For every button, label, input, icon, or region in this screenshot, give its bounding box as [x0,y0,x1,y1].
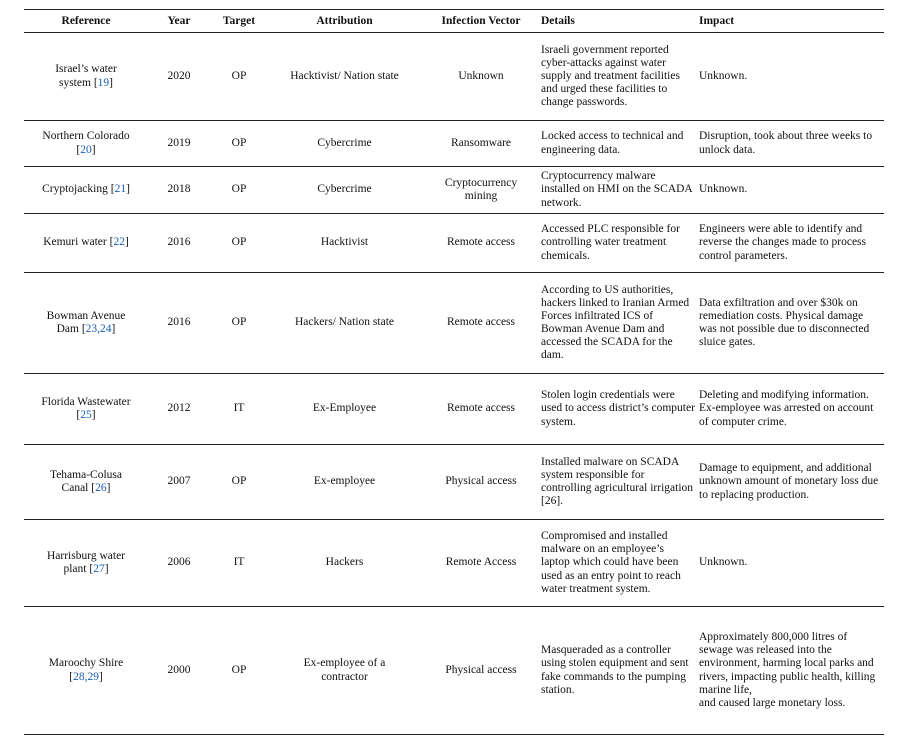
cell-details [541,607,699,735]
cell-year-text: 2020 [167,69,191,82]
cell-infection-vector-text: Remote Access [445,556,517,569]
cell-infection-vector [421,374,541,445]
table-row [24,33,884,121]
cell-impact [699,445,884,520]
cell-target [210,273,268,374]
cell-target [210,167,268,214]
cell-attribution [268,607,421,735]
citation-link[interactable]: 20 [80,143,92,156]
cell-target-text: IT [233,402,245,415]
cell-reference: Florida Wastewater [25] [24,374,148,445]
cell-impact-text: Deleting and modifying information. Ex-employee was arrested on account of computer crime. [699,389,874,428]
cell-attribution-text: Ex-Employee [312,402,377,415]
cell-impact-text: Unknown. [699,183,748,196]
cell-attribution [268,33,421,121]
cell-impact-text: Engineers were able to identify and reverse the changes made to process control parameters. [699,223,866,262]
table-row [24,121,884,167]
table-body [24,33,884,735]
header-target: Target [210,10,268,33]
cell-infection-vector [421,607,541,735]
citation-link[interactable]: 21 [114,183,127,196]
cell-infection-vector [421,445,541,520]
cell-year-text: 2016 [167,236,191,249]
cell-details [541,121,699,167]
cell-reference: Israel’s water system [19] [24,33,148,121]
cell-target-text: OP [231,663,247,676]
cell-impact-text: Unknown. [699,69,748,82]
cell-attribution-text: Ex-employee [313,475,376,488]
cell-target-text: OP [231,183,247,196]
header-attribution: Attribution [268,10,421,33]
cell-infection-vector [421,273,541,374]
cell-year-text: 2019 [167,136,191,149]
cell-impact [699,374,884,445]
table-row [24,607,884,735]
reference-name: Tehama-Colusa Canal [49,468,122,494]
cell-details [541,273,699,374]
cell-attribution [268,520,421,607]
cell-year-text: 2016 [167,316,191,329]
cell-reference: Harrisburg water plant [27] [24,520,148,607]
citation-link[interactable]: 25 [80,409,92,421]
cell-details-text: Israeli government reported cyber-attacks against water supply and treatment facilities and urged these facilities to change passwords. [541,43,680,109]
cell-infection-vector [421,214,541,273]
cell-target [210,33,268,121]
table-row [24,374,884,445]
cell-infection-vector [421,121,541,167]
citation-link[interactable]: 27 [93,563,105,575]
cell-infection-vector [421,520,541,607]
cell-impact [699,273,884,374]
table-row [24,167,884,214]
header-year: Year [148,10,210,33]
cell-impact-text: Damage to equipment, and additional unknown amount of monetary loss due to replacing production. [699,462,879,501]
cell-target [210,607,268,735]
cell-infection-vector-text: Remote access [446,236,515,249]
cell-reference: Bowman Avenue Dam [23,24] [24,273,148,374]
cell-year [148,214,210,273]
cell-target-text: OP [231,475,247,488]
cell-attribution-text: Hacktivist [320,236,369,249]
reference-name: Bowman Avenue Dam [46,309,126,335]
cell-target-text: OP [231,236,247,249]
incidents-table [24,9,884,735]
cell-year [148,167,210,214]
cell-year-text: 2006 [167,556,191,569]
cell-infection-vector-text: Cryptocurrency mining [444,176,518,202]
cell-impact [699,121,884,167]
citation-link[interactable]: 22 [113,236,125,249]
cell-details-text: Cryptocurrency malware installed on HMI on the SCADA network. [541,170,693,209]
cell-year [148,33,210,121]
citation-link[interactable]: 26 [95,482,107,494]
cell-infection-vector-text: Physical access [445,663,517,676]
cell-year-text: 2012 [167,402,191,415]
reference-name: Kemuri water [43,236,107,249]
cell-details-text: According to US authorities, hackers linked to Iranian Armed Forces infiltrated ICS of Bowman Avenue Dam and accessed the SCADA for the dam. [541,283,690,362]
cell-attribution [268,214,421,273]
cell-target [210,520,268,607]
cell-impact-text: Disruption, took about three weeks to unlock data. [699,130,873,156]
cell-target-text: OP [231,316,247,329]
cell-year-text: 2000 [167,663,191,676]
cell-target [210,214,268,273]
cell-impact [699,214,884,273]
cell-infection-vector-text: Unknown [458,69,504,82]
cell-year [148,273,210,374]
reference-name: Harrisburg water plant [46,549,126,575]
cell-attribution [268,167,421,214]
reference-name: Maroochy Shire [48,657,124,670]
cell-attribution-text: Hackers [325,556,364,569]
cell-attribution-text: Cybercrime [317,136,372,149]
cell-attribution [268,445,421,520]
cell-target-text: IT [233,556,245,569]
cell-year-text: 2018 [167,183,191,196]
table-row [24,445,884,520]
cell-year [148,445,210,520]
cell-target-text: OP [231,69,247,82]
cell-reference: Tehama-Colusa Canal [26] [24,445,148,520]
cell-attribution-text: Hackers/ Nation state [295,316,394,329]
header-impact: Impact [699,10,884,33]
cell-infection-vector [421,167,541,214]
cell-attribution-text: Ex-employee of a contractor [303,657,386,683]
cell-reference: Northern Colorado [20] [24,121,148,167]
cell-reference: Kemuri water [22] [24,214,148,273]
cell-year [148,374,210,445]
cell-target [210,121,268,167]
header-details: Details [541,10,699,33]
cell-year [148,520,210,607]
header-reference: Reference [24,10,148,33]
cell-year [148,607,210,735]
cell-reference: Cryptojacking [21] [24,167,148,214]
cell-impact-text: Data exfiltration and over $30k on remediation costs. Physical damage was not possible due to disconnected sluice gates. [699,296,870,349]
cell-target [210,445,268,520]
cell-infection-vector-text: Remote access [446,316,515,329]
reference-name: Cryptojacking [42,183,108,196]
cell-impact [699,607,884,735]
citation-link[interactable]: 28,29 [73,670,99,683]
cell-details-text: Masqueraded as a controller using stolen equipment and sent fake commands to the pumping station. [541,644,689,696]
table-row [24,273,884,374]
reference-name: Florida Wastewater [41,395,131,408]
cell-impact-text: Unknown. [699,556,748,569]
cell-details-text: Installed malware on SCADA system responsible for controlling agricultural irrigation [26]. [541,455,694,508]
citation-link[interactable]: 23,24 [85,323,112,335]
cell-details [541,520,699,607]
cell-impact-text: Approximately 800,000 litres of sewage was released into the environment, harming local parks and rivers, impacting public health, killing marine life, and caused large monetary loss. [699,631,876,709]
cell-infection-vector [421,33,541,121]
cell-attribution-text: Cybercrime [317,183,372,196]
cell-year [148,121,210,167]
cell-details [541,374,699,445]
cell-impact [699,33,884,121]
header-infection-vector: Infection Vector [421,10,541,33]
cell-impact [699,167,884,214]
cell-attribution-text: Hacktivist/ Nation state [290,69,399,82]
reference-name: Israel’s water system [55,63,117,89]
cell-details-text: Locked access to technical and engineering data. [541,130,684,156]
cell-year-text: 2007 [167,475,191,488]
cell-attribution [268,273,421,374]
cell-reference: Maroochy Shire [28,29] [24,607,148,735]
cell-details-text: Stolen login credentials were used to access district’s computer system. [541,389,695,428]
cell-details [541,445,699,520]
cell-infection-vector-text: Ransomware [450,136,512,149]
cell-details-text: Accessed PLC responsible for controlling water treatment chemicals. [541,223,680,262]
table-row [24,520,884,607]
table-row [24,214,884,273]
cell-infection-vector-text: Remote access [446,402,515,415]
cell-details [541,33,699,121]
cell-details [541,214,699,273]
cell-infection-vector-text: Physical access [445,475,517,488]
citation-link[interactable]: 19 [97,76,110,89]
cell-target [210,374,268,445]
cell-attribution [268,374,421,445]
cell-details-text: Compromised and installed malware on an employee’s laptop which could have been used as an entry point to reach water treatment system. [541,530,681,595]
reference-name: Northern Colorado [42,130,130,143]
cell-attribution [268,121,421,167]
header-row [24,10,884,33]
cell-impact [699,520,884,607]
cell-details [541,167,699,214]
cell-target-text: OP [231,136,247,149]
